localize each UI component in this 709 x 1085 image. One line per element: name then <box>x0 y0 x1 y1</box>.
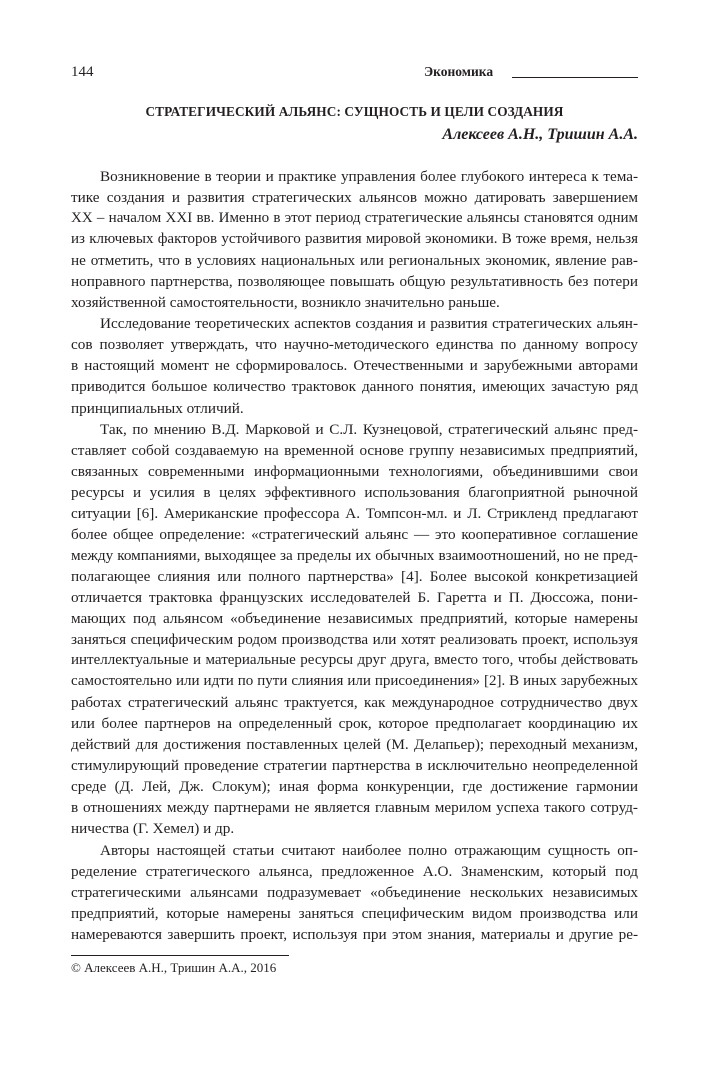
paragraph-line: ределение стратегического альянса, предложенное А.О. Знаменским, который под <box>71 862 638 880</box>
paragraph-line: заняться специфическим родом производства или хотят реализовать проект, используя <box>71 631 638 649</box>
paragraph-line: не отметить, что в условиях национальных или региональных экономик, явление рав- <box>71 252 638 270</box>
paragraph-line: работах стратегический альянс трактуется, как международное сотрудничество двух <box>71 694 638 712</box>
paragraph-line: Исследование теоретических аспектов создания и развития стратегических альян- <box>100 315 638 333</box>
paragraph-line: тике создания и развития стратегических альянсов можно датировать завершением <box>71 189 638 207</box>
paragraph-line: мающих под альянсом «объединение независимых предприятий, которые намерены <box>71 609 638 627</box>
running-head-section: Экономика <box>424 64 494 79</box>
paragraph-line: Авторы настоящей статьи считают наиболее полно отражающим сущность оп- <box>100 841 638 859</box>
paragraph-line: связанных современными информационными технологиями, объединившими свои <box>71 462 638 480</box>
paragraph <box>71 166 638 313</box>
paragraph-line: полагающее слияния или полного партнерства» [4]. Более высокой конкретизацией <box>71 567 638 585</box>
paragraph-line: Возникновение в теории и практике управления более глубокого интереса к тема- <box>100 168 638 185</box>
paragraph-line: в отношениях между партнерами не является главным мерилом успеха такого сотруд- <box>71 799 638 817</box>
paragraph-line: сов позволяет утверждать, что научно-методического единства по данному вопросу <box>71 336 638 354</box>
paragraph-line: действий для достижения поставленных целей (М. Делапьер); переходный механизм, <box>71 736 638 754</box>
paragraph <box>71 419 638 840</box>
paragraph-line: предприятий, которые намерены заняться специфическим видом производства или <box>71 904 638 922</box>
paragraph-line: интеллектуальные и материальные ресурсы друг друга, вместо того, чтобы действовать <box>71 652 638 669</box>
paragraph-line: ситуации [6]. Американские профессора А. Томпсон-мл. и Л. Стрикленд предлагают <box>71 504 638 522</box>
paragraph-line: стратегическими альянсами подразумевает «объединение нескольких независимых <box>71 883 638 901</box>
paragraph-line: или более партнеров на определенный срок, которое предполагает координацию их <box>71 715 638 733</box>
paragraph-line: хозяйственной самостоятельности, возникло значительно раньше. <box>71 294 500 312</box>
header-rule <box>512 77 638 78</box>
paragraph <box>71 840 638 945</box>
paragraph-line: намереваются завершить проект, используя при этом знания, материалы и другие ре- <box>71 925 638 943</box>
article-authors: Алексеев А.Н., Тришин А.А. <box>442 126 638 143</box>
paragraph-line: стимулирующий проведение стратегии партнерства в исключительно неопределенной <box>71 757 638 775</box>
paragraph-line: более общее определение: «стратегический альянс — это кооперативное соглашение <box>71 525 638 543</box>
paragraph-line: приводится большое количество трактовок данного понятия, имеющих зачастую ряд <box>71 378 638 396</box>
paragraph-line: ставляет собой создаваемую на временной основе группу независимых предприятий, <box>71 441 638 459</box>
paragraph-line: из ключевых факторов устойчивого развития мировой экономики. В тоже время, нельзя <box>71 231 638 248</box>
paragraph-line: среде (Д. Лей, Дж. Слокум); иная форма конкуренции, где достижение гармонии <box>71 778 638 796</box>
paragraph-line: ничества (Г. Хемел) и др. <box>71 820 235 838</box>
page-number: 144 <box>71 64 94 80</box>
paragraph-line: между компаниями, выходящее за пределы их обычных взаимоотношений, но не пред- <box>71 546 638 564</box>
copyright-footnote: © Алексеев А.Н., Тришин А.А., 2016 <box>71 960 277 975</box>
paragraph-line: ноправного партнерства, позволяющее повышать общую результативность без потери <box>71 273 638 291</box>
article-body <box>71 166 638 945</box>
paragraph-line: отличается трактовка французских исследователей Б. Гаретта и П. Дюссожа, пони- <box>71 588 638 606</box>
article-title: СТРАТЕГИЧЕСКИЙ АЛЬЯНС: СУЩНОСТЬ И ЦЕЛИ СОЗДАНИЯ <box>145 104 564 119</box>
paragraph-line: Так, по мнению В.Д. Марковой и С.Л. Кузнецовой, стратегический альянс пред- <box>100 420 638 438</box>
paragraph <box>71 313 638 418</box>
paragraph-line: в настоящий момент не сформировалось. Отечественными и зарубежными авторами <box>71 357 638 375</box>
paragraph-line: самостоятельно или идти по пути слияния или присоединения» [2]. В иных зарубежных <box>71 673 638 690</box>
paragraph-line: принципиальных отличий. <box>71 399 244 417</box>
paragraph-line: ресурсы и усилия в целях эффективного использования благоприятной рыночной <box>71 483 638 501</box>
footnote-rule <box>71 955 289 956</box>
paragraph-line: XX – началом XXI вв. Именно в этот период стратегические альянсы становятся одним <box>71 210 638 227</box>
